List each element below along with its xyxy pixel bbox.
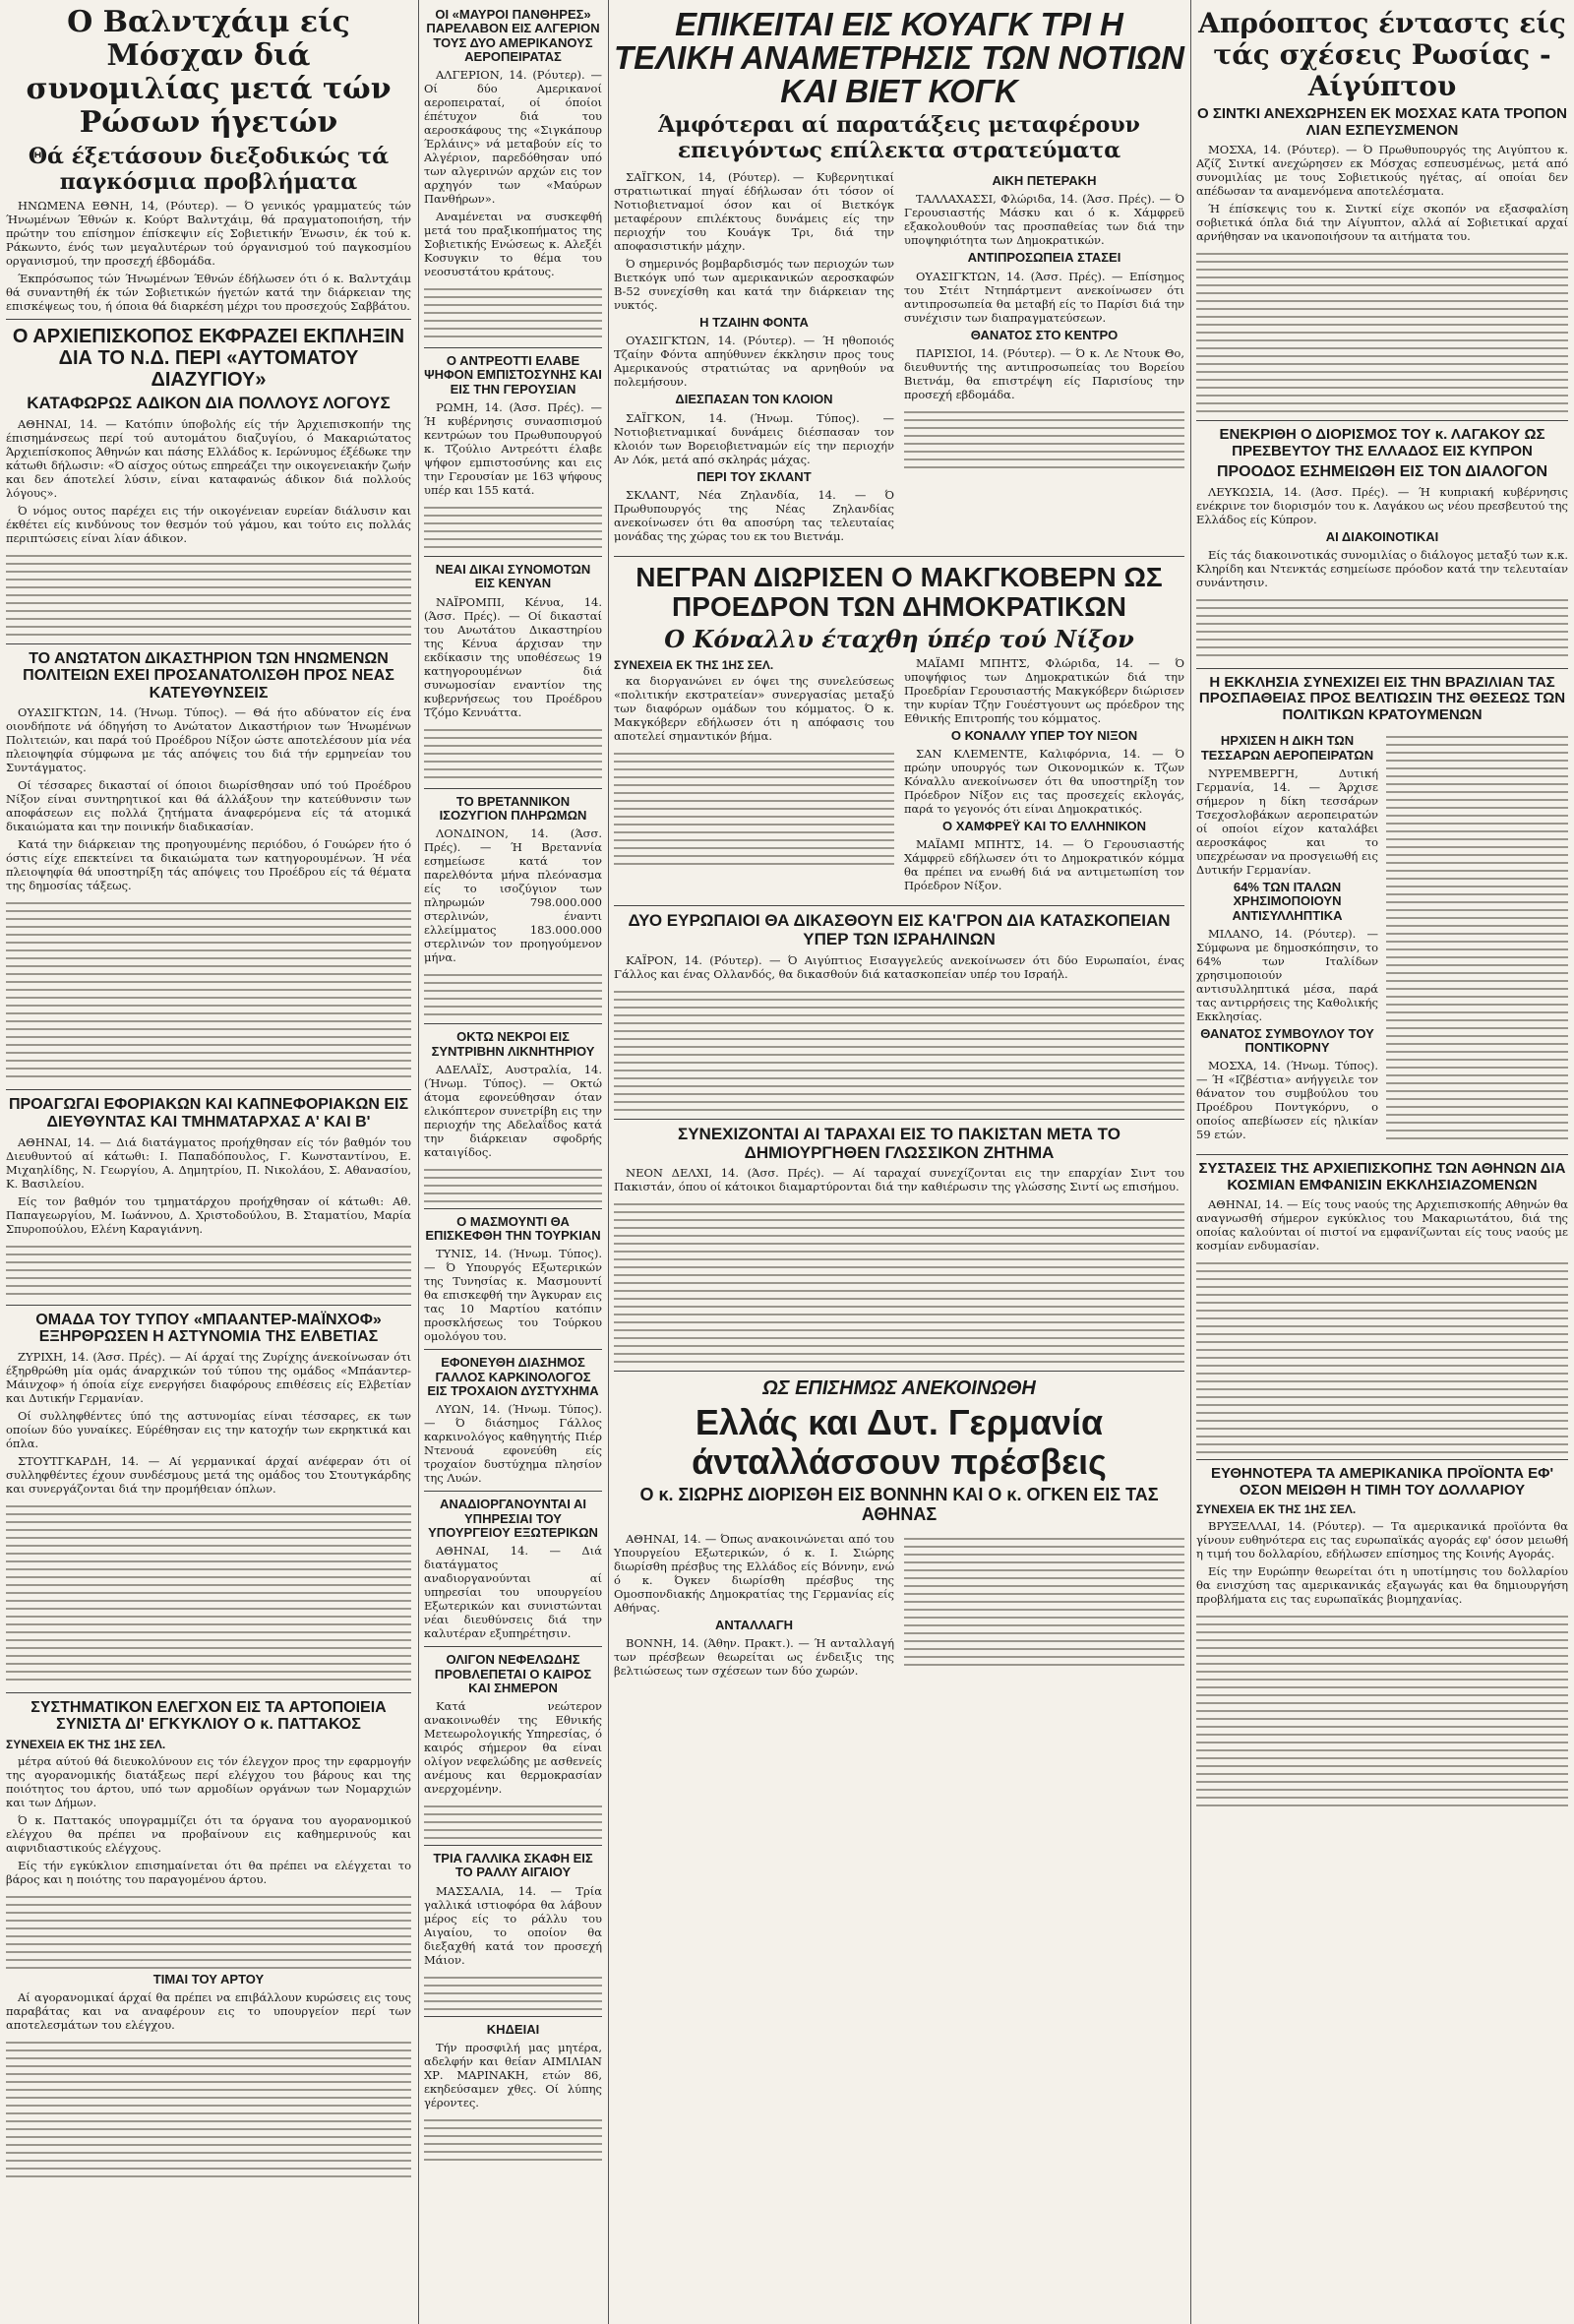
article-body: ΑΘΗΝΑΙ, 14. — Είς τους ναούς της Αρχιεπισκοπής Αθηνών θα αναγνωσθή σήμερον εγκύκλιος του Μακαριωτάτου, διά της οποίας καλούνται οί πιστοί να εμφανίζωνται είς τους ναούς με κοσμίαν ενδυμασίαν. [1196, 1197, 1568, 1254]
text-block [6, 549, 411, 638]
headline: Ο ΑΡΧΙΕΠΙΣΚΟΠΟΣ ΕΚΦΡΑΖΕΙ ΕΚΠΛΗΞΙΝ ΔΙΑ ΤΟ Ν.Δ. ΠΕΡΙ «ΑΥΤΟΜΑΤΟΥ ΔΙΑΖΥΓΙΟΥ» [12, 326, 405, 391]
article-columns [1196, 727, 1568, 1148]
subheadline: Άμφότεραι αί παρατάξεις μεταφέρουν επειγόντως επίλεκτα στρατεύματα [658, 112, 1140, 163]
article-body [904, 1532, 1184, 1682]
text-block [424, 2113, 602, 2163]
subheadline: Θά έξετάσουν διεξοδικώς τά παγκόσμια προβλήματα [28, 144, 390, 195]
headline: ΟΜΑΔΑ ΤΟΥ ΤΥΠΟΥ «ΜΠΑΑΝΤΕΡ-ΜΑΪΝΧΟΦ» ΕΞΗΡΘΡΩΣΕΝ Η ΑΣΤΥΝΟΜΙΑ ΤΗΣ ΕΛΒΕΤΙΑΣ [35, 1311, 382, 1346]
column-2 [424, 0, 602, 2163]
article-body: ΜΑΣΣΑΛΙΑ, 14. — Τρία γαλλικά ιστιοφόρα θα λάβουν μέρος είς το ράλλυ του Αιγαίου, το οποίον θα διεξαχθή κατά τον προσεχή Μάιον. [424, 1883, 602, 1967]
section-label: ΠΕΡΙ ΤΟΥ ΣΚΛΑΝΤ [696, 468, 812, 484]
article-body: ΗΝΩΜΕΝΑ ΕΘΝΗ, 14, (Ρόυτερ). — Ό γενικός γραμματεύς τών Ήνωμένων Έθνών κ. Κούρτ Βαλντχάιμ, θά πραγματοποιήση, τήν πρώτην του επίσημον έπίσκεψιν είς Σοβιετικήν Ένωσιν, έκ τού κ. Ράκωντο, ένός των μεγαλυτέρων τού όργανισμού τού παγκοσμίου οργανισμού, την προσεχή έβδομάδα. Έκπρόσωπος τών Ήνωμένων Έθνών έδήλωσεν ότι ό κ. Βαλντχάιμ θά συναντηθή έκ τών Σοβιετικών ήγετών κατά την διάρκειαν της επισκέψεως του, ή όποια θά διαρκέση μέχρι του προσεχούς Σαββάτου. [6, 199, 411, 313]
headline: ΤΟ ΑΝΩΤΑΤΟΝ ΔΙΚΑΣΤΗΡΙΟΝ ΤΩΝ ΗΝΩΜΕΝΩΝ ΠΟΛΙΤΕΙΩΝ ΕΧΕΙ ΠΡΟΣΑΝΑΤΟΛΙΣΘΗ ΠΡΟΣ ΝΕΑΣ ΚΑΤΕΥΘΥΝΣΕΙΣ [23, 649, 394, 702]
article-body: ΚΑΪΡΟΝ, 14. (Ρόυτερ). — Ό Αιγύπτιος Εισαγγελεύς ανεκοίνωσεν ότι δύο Ευρωπαίοι, ένας Γάλλος και ένας Ολλανδός, θα δικασθούν διά κατασκοπείαν υπέρ του Ισραήλ. [614, 952, 1184, 981]
subheadline: ΠΡΟΟΔΟΣ ΕΣΗΜΕΙΩΘΗ ΕΙΣ ΤΟΝ ΔΙΑΛΟΓΟΝ [1216, 463, 1548, 480]
article-body: ΡΩΜΗ, 14. (Άσσ. Πρές). — Ή κυβέρνησις συνασπισμού κεντρώων του Πρωθυπουργού κ. Τζούλιο Αντρεόττι έλαβε ψήφον εμπιστοσύνης και εις την Γερουσίαν με 163 ψήφους υπέρ και 155 κατά. [424, 400, 602, 498]
text-block [904, 405, 1184, 474]
headline: ΕΦΟΝΕΥΘΗ ΔΙΑΣΗΜΟΣ ΓΑΛΛΟΣ ΚΑΡΚΙΝΟΛΟΓΟΣ ΕΙΣ ΤΡΟΧΑΙΟΝ ΔΥΣΤΥΧΗΜΑ [427, 1355, 599, 1399]
section-label: ΑΝΤΑΛΛΑΓΗ [714, 1617, 794, 1632]
headline: Ελλάς και Δυτ. Γερμανία άνταλλάσσουν πρέσβεις [692, 1402, 1107, 1483]
continuation-label: ΣΥΝΕΧΕΙΑ ΕΚ ΤΗΣ 1ΗΣ ΣΕΛ. [1196, 1502, 1357, 1517]
subheadline: ΚΑΤΑΦΩΡΩΣ ΑΔΙΚΟΝ ΔΙΑ ΠΟΛΛΟΥΣ ΛΟΓΟΥΣ [27, 394, 391, 412]
article-columns [614, 167, 1184, 550]
section-label: 64% ΤΩΝ ΙΤΑΛΩΝ ΧΡΗΣΙΜΟΠΟΙΟΥΝ ΑΝΤΙΣΥΛΛΗΠΤΙΚΑ [1232, 879, 1343, 923]
article-body: μέτρα αύτού θά διευκολύνουν εις τόν έλεγχον προς την εφαρμογήν της αγορανομικής διατάξεως περί ελέγχου του βάρους και της ποιότητος του άρτου, υπό των αρμοδίων οργάνων των Νομαρχιών και των Δήμων. Ό κ. Παττακός υπογραμμίζει ότι τα όργανα του αγορανομικού ελέγχου θα πρέπει να προβαίνουν εις καθημερινούς και αιφνιδιαστικούς ελέγχους. Είς τήν εγκύκλιον επισημαίνεται ότι θα πρέπει να ελέγχεται το βάρος και η ποιότης του παραγομένου άρτου. [6, 1754, 411, 1887]
continuation-label: ΣΥΝΕΧΕΙΑ ΕΚ ΤΗΣ 1ΗΣ ΣΕΛ. [6, 1738, 166, 1752]
headline: ΑΝΑΔΙΟΡΓΑΝΟΥΝΤΑΙ ΑΙ ΥΠΗΡΕΣΙΑΙ ΤΟΥ ΥΠΟΥΡΓΕΙΟΥ ΕΞΩΤΕΡΙΚΩΝ [428, 1497, 598, 1540]
headline: ΤΡΙΑ ΓΑΛΛΙΚΑ ΣΚΑΦΗ ΕΙΣ ΤΟ ΡΑΛΛΥ ΑΙΓΑΙΟΥ [433, 1851, 593, 1880]
headline: Ο Βαλντχάιμ είς Μόσχαν διά συνομιλίας μετά τών Ρώσων ήγετών [26, 5, 392, 140]
section-label: ΑΙΚΗ ΠΕΤΕΡΑΚΗ [992, 173, 1097, 188]
text-block [614, 985, 1184, 1113]
article-body: ΛΟΝΔΙΝΟΝ, 14. (Άσσ. Πρές). — Ή Βρεταννία εσημείωσε κατά τον παρελθόντα μήνα πλεόνασμα είς το ισοζύγιον των πληρωμών 798.000.000 στερλινών, έναντι ελλείμματος 183.000.000 στερλινών τον προηγούμενον μήνα. [424, 826, 602, 965]
article-body: ΗΡΧΙΣΕΝ Η ΔΙΚΗ ΤΩΝ ΤΕΣΣΑΡΩΝ ΑΕΡΟΠΕΙΡΑΤΩΝ ΝΥΡΕΜΒΕΡΓΗ, Δυτική Γερμανία, 14. — Άρχισε σήμερον η δίκη τεσσάρων Τσεχοσλοβάκων αεροπειρατών οί οποίοι είχον καταλάβει αεροσκάφος και το υπεχρέωσαν να προσγειωθή εις Δυτικήν Γερμανίαν. 64% ΤΩΝ ΙΤΑΛΩΝ ΧΡΗΣΙΜΟΠΟΙΟΥΝ ΑΝΤΙΣΥΛΛΗΠΤΙΚΑ ΜΙΛΑΝΟ, 14. (Ρόυτερ). — Σύμφωνα με δημοσκόπησιν, το 64% των Ιταλίδων χρησιμοποιούν αντισυλληπτικά μέσα, παρά τας αντιρρήσεις της Καθολικής Εκκλησίας. ΘΑΝΑΤΟΣ ΣΥΜΒΟΥΛΟΥ ΤΟΥ ΠΟΝΤΙΚΟΡΝΥ ΜΟΣΧΑ, 14. (Ήνωμ. Τύπος). — Ή «Ιζβέστια» ανήγγειλε τον θάνατον του συμβούλου του Προέδρου Ποντγκόρνυ, ο οποίος απεβίωσεν είς ηλικίαν 59 ετών. [1196, 733, 1378, 1142]
text-block [6, 2036, 411, 2183]
headline: ΝΕΓΡΑΝ ΔΙΩΡΙΣΕΝ Ο ΜΑΚΓΚΟΒΕΡΝ ΩΣ ΠΡΟΕΔΡΟΝ ΤΩΝ ΔΗΜΟΚΡΑΤΙΚΩΝ [636, 561, 1163, 622]
article-columns [614, 1529, 1184, 1684]
lead-headline: ΕΠΙΚΕΙΤΑΙ ΕΙΣ ΚΟΥΑΓΚ ΤΡΙ Η ΤΕΛΙΚΗ ΑΝΑΜΕΤΡΗΣΙΣ ΤΩΝ ΝΟΤΙΩΝ ΚΑΙ ΒΙΕΤ ΚΟΓΚ [614, 6, 1184, 109]
headline: ΕΥΘΗΝΟΤΕΡΑ ΤΑ ΑΜΕΡΙΚΑΝΙΚΑ ΠΡΟΪΟΝΤΑ ΕΦ' ΟΣΟΝ ΜΕΙΩΘΗ Η ΤΙΜΗ ΤΟΥ ΔΟΛΛΑΡΙΟΥ [1210, 1465, 1554, 1498]
headline: ΕΝΕΚΡΙΘΗ Ο ΔΙΟΡΙΣΜΟΣ ΤΟΥ κ. ΛΑΓΑΚΟΥ ΩΣ ΠΡΕΣΒΕΥΤΟΥ ΤΗΣ ΕΛΛΑΔΟΣ ΕΙΣ ΚΥΠΡΟΝ [1219, 426, 1545, 459]
text-block [424, 723, 602, 782]
article-body: ΜΑΪΑΜΙ ΜΠΗΤΣ, Φλώριδα, 14. — Ό υποψήφιος των Δημοκρατικών διά την Προεδρίαν Γερουσιαστής Μακγκόβερν διώρισεν την κυρίαν Τζην Γουέστγουντ ως πρόεδρον της Εθνικής Επιτροπής του κόμματος. Ο ΚΟΝΑΛΛΥ ΥΠΕΡ ΤΟΥ ΝΙΞΟΝ ΣΑΝ ΚΛΕΜΕΝΤΕ, Καλιφόρνια, 14. — Ό πρώην υπουργός των Οικονομικών κ. Τζων Κόναλλυ ανεκοίνωσεν ότι θα υποστηρίξη τον Πρόεδρον Νίξον εις τας προσεχείς εκλογάς, παρά το γεγονός ότι είναι Δημοκρατικός. Ο ΧΑΜΦΡΕΫ ΚΑΙ ΤΟ ΕΛΛΗΝΙΚΟΝ ΜΑΪΑΜΙ ΜΠΗΤΣ, 14. — Ό Γερουσιαστής Χάμφρεϋ εδήλωσεν ότι το Δημοκρατικόν κόμμα θα πρέπει να ενωθή διά να αντιμετωπίση τον Πρόεδρον Νίξον. [904, 655, 1184, 893]
continuation-label: ΣΥΝΕΧΕΙΑ ΕΚ ΤΗΣ 1ΗΣ ΣΕΛ. [614, 657, 774, 672]
article-columns [614, 653, 1184, 900]
text-block [6, 1890, 411, 1969]
headline: ΝΕΑΙ ΔΙΚΑΙ ΣΥΝΟΜΟΤΩΝ ΕΙΣ ΚΕΝΥΑΝ [435, 562, 591, 591]
text-block [1386, 730, 1568, 1143]
headline: ΚΗΔΕΙΑΙ [486, 2021, 540, 2037]
headline: ΟΛΙΓΟΝ ΝΕΦΕΛΩΔΗΣ ΠΡΟΒΛΕΠΕΤΑΙ Ο ΚΑΙΡΟΣ ΚΑΙ ΣΗΜΕΡΟΝ [434, 1652, 592, 1695]
text-block [614, 1197, 1184, 1365]
text-block [424, 1800, 602, 1839]
headline: ΔΥΟ ΕΥΡΩΠΑΙΟΙ ΘΑ ΔΙΚΑΣΘΟΥΝ ΕΙΣ ΚΑ'ΓΡΟΝ ΔΙΑ ΚΑΤΑΣΚΟΠΕΙΑΝ ΥΠΕΡ ΤΩΝ ΙΣΡΑΗΛΙΝΩΝ [628, 911, 1171, 949]
section-label: ΗΡΧΙΣΕΝ Η ΔΙΚΗ ΤΩΝ ΤΕΣΣΑΡΩΝ ΑΕΡΟΠΕΙΡΑΤΩΝ [1200, 733, 1374, 763]
headline: ΤΟ ΒΡΕΤΑΝΝΙΚΟΝ ΙΣΟΖΥΓΙΟΝ ΠΛΗΡΩΜΩΝ [439, 793, 587, 823]
section-label: ΤΙΜΑΙ ΤΟΥ ΑΡΤΟΥ [152, 1972, 265, 1988]
article-body: Αί αγορανομικαί άρχαί θα πρέπει να επιβάλλουν κυρώσεις εις τους παραβάτας και να αναφέρουν εις το υπουργείον περί των αποτελεσμάτων του ελέγχου. [6, 1990, 411, 2033]
headline: Η ΕΚΚΛΗΣΙΑ ΣΥΝΕΧΙΖΕΙ ΕΙΣ ΤΗΝ ΒΡΑΖΙΛΙΑΝ ΤΑΣ ΠΡΟΣΠΑΘΕΙΑΣ ΠΡΟΣ ΒΕΛΤΙΩΣΙΝ ΤΗΣ ΘΕΣΕΩΣ ΤΩΝ ΠΟΛΙΤΙΚΩΝ ΚΡΑΤΟΥΜΕΝΩΝ [1198, 673, 1566, 723]
text-block [1196, 593, 1568, 662]
headline: ΣΥΣΤΗΜΑΤΙΚΟΝ ΕΛΕΓΧΟΝ ΕΙΣ ΤΑ ΑΡΤΟΠΟΙΕΙΑ ΣΥΝΙΣΤΑ ΔΙ' ΕΓΚΥΚΛΙΟΥ Ο κ. ΠΑΤΤΑΚΟΣ [30, 1698, 387, 1734]
section-label: ΘΑΝΑΤΟΣ ΣΥΜΒΟΥΛΟΥ ΤΟΥ ΠΟΝΤΙΚΟΡΝΥ [1200, 1025, 1374, 1056]
subheadline: Ο Κόναλλυ έταχθη ύπέρ τού Νίξον [664, 624, 1134, 653]
section-label: Η ΤΖΑΙΗΝ ΦΟΝΤΑ [699, 315, 809, 330]
headline: Απρόοπτος ένταστς είς τάς σχέσεις Ρωσίας - Αίγύπτου [1198, 7, 1566, 102]
headline: Ο ΑΝΤΡΕΟΤΤΙ ΕΛΑΒΕ ΨΗΦΟΝ ΕΜΠΙΣΤΟΣΥΝΗΣ ΚΑΙ ΕΙΣ ΤΗΝ ΓΕΡΟΥΣΙΑΝ [424, 353, 602, 397]
headline: ΠΡΟΑΓΩΓΑΙ ΕΦΟΡΙΑΚΩΝ ΚΑΙ ΚΑΠΝΕΦΟΡΙΑΚΩΝ ΕΙΣ ΔΙΕΥΘΥΝΤΑΣ ΚΑΙ ΤΜΗΜΑΤΑΡΧΑΣ Α' ΚΑΙ Β' [8, 1096, 409, 1131]
section-label: ΑΙ ΔΙΑΚΟΙΝΟΤΙΚΑΙ [1325, 528, 1439, 544]
article-body: ΣΥΝΕΧΕΙΑ ΕΚ ΤΗΣ 1ΗΣ ΣΕΛ. κα διοργανώνει εν όψει της συνελεύσεως «πολιτικήν εκστρατείαν» συνεργασίας μεταξύ των διαφόρων ομάδων του κόμματος. Ό κ. Μακγκόβερν εδήλωσεν ότι η απόφασις του αποτελεί σημαντικόν βήμα. [614, 656, 894, 897]
article-body: ΜΟΣΧΑ, 14. (Ρόυτερ). — Ό Πρωθυπουργός της Αιγύπτου κ. Αζίζ Σιντκί ανεχώρησεν εκ Μόσχας εσπευσμένως, μετά από συνομιλίας με τους Σοβιετικούς ηγέτας, αί οποίαι δεν απέδωσαν τα αναμενόμενα αποτελέσματα. Ή έπίσκεψις του κ. Σιντκί είχε σκοπόν να εξασφαλίση σοβιετικά όπλα διά την Αίγυπτον, αλλά αί Σοβιετικαί αρχαί αρνήθησαν να ικανοποιήσουν τα αιτήματα του. [1196, 143, 1568, 243]
text-block [6, 1499, 411, 1686]
article-body: ΑΘΗΝΑΙ, 14. — Όπως ανακοινώνεται από του Υπουργείου Εξωτερικών, ό κ. Ι. Σιώρης διωρίσθη πρέσβυς της Ελλάδος είς Βόννην, ενώ ό κ. Όγκεν διωρίσθη πρέσβυς της Ομοσπονδιακής Δημοκρατίας της Γερμανίας είς Αθήνας. ΑΝΤΑΛΛΑΓΗ ΒΟΝΝΗ, 14. (Άθην. Πρακτ.). — Ή ανταλλαγή των πρέσβεων θεωρείται ως ένδειξις της βελτιώσεως των σχέσεων των δύο χωρών. [614, 1531, 894, 1679]
article-body: ΒΡΥΞΕΛΛΑΙ, 14. (Ρόυτερ). — Τα αμερικανικά προϊόντα θα γίνουν ευθηνότερα εις τας ευρωπαϊκάς αγοράς εφ' όσον μειωθή η τιμή του δολλαρίου, εδήλωσεν επίσημος της Κοινής Αγοράς. Είς την Ευρώπην θεωρείται ότι η υποτίμησις του δολλαρίου θα ενισχύση τας αμερικανικάς εξαγωγάς και θα δημιουργήση προβλήματα εις τας ευρωπαϊκάς βιομηχανίας. [1196, 1519, 1568, 1607]
article-body [1386, 730, 1568, 1145]
text-block [6, 896, 411, 1083]
text-block [424, 1163, 602, 1202]
column-3 [614, 0, 1184, 1684]
text-block [424, 282, 602, 341]
headline: ΩΣ ΕΠΙΣΗΜΩΣ ΑΝΕΚΟΙΝΩΘΗ [762, 1377, 1036, 1400]
text-block [1196, 247, 1568, 414]
headline: Ο ΜΑΣΜΟΥΝΤΙ ΘΑ ΕΠΙΣΚΕΦΘΗ ΤΗΝ ΤΟΥΡΚΙΑΝ [425, 1213, 601, 1244]
column-rule [418, 0, 419, 2324]
article-body: ΖΥΡΙΧΗ, 14. (Άσσ. Πρές). — Αί άρχαί της Ζυρίχης άνεκοίνωσαν ότι έξηρθρώθη μία ομάς άναρχικών τού τύπου της ομάδος «Μπάαντερ-Μάινχοφ» ή όποία είχε ενεργήσει διαφόρους επιθέσεις είς Ελβετίαν και Δυτικήν Γερμανίαν. Οί συλληφθέντες ύπό της αστυνομίας είναι τέσσαρες, εκ των οποίων δύο γυναίκες. Εύρέθησαν εις την κατοχήν των εκρηκτικά και όπλα. ΣΤΟΥΤΓΚΑΡΔΗ, 14. — Αί γερμανικαί άρχαί ανέφεραν ότι οί συλληφθέντες έχουν συνδέσμους μετά της ομάδος του Στουτγκάρδης και συνεργάζονται διά την προμήθειαν όπλων. [6, 1349, 411, 1496]
section-label: ΔΙΕΣΠΑΣΑΝ ΤΟΝ ΚΛΟΙΟΝ [675, 392, 833, 407]
article-body: ΑΘΗΝΑΙ, 14. — Διά διατάγματος αναδιοργανούνται αί υπηρεσίαι του υπουργείου Εξωτερικών και συνιστώνται νέαι διευθύνσεις διά την καλυτέραν εξυπηρέτησιν. [424, 1544, 602, 1641]
text-block [1196, 1610, 1568, 1806]
article-body: Κατά νεώτερον ανακοινωθέν της Εθνικής Μετεωρολογικής Υπηρεσίας, ό καιρός σήμερον θα είναι ολίγον νεφελώδης με ασθενείς ανέμους και θερμοκρασίαν ανερχομένην. [424, 1699, 602, 1797]
article-body: ΑΘΗΝΑΙ, 14. — Κατόπιν ύποβολής είς τήν Άρχιεπισκοπήν της έπισημάνσεως περί τού αυτομάτου διαζυγίου, ό Μακαριώτατος Άρχιεπίσκοπος Άθηνών και πάσης Ελλάδος κ. Ιερώνυμος έξέδωκε την κάτωθι δήλωσιν: «Ό αίσχος ούτως επηρεάζει την οικογενειακήν ζωήν και δεν άποτελεί λύσιν, είναι καταφανώς άδικον διά πολλούς λόγους». Ό νόμος ουτος παρέχει εις τήν οικογένειαν ευρείαν διάλυσιν και έκθέτει είς κινδύνους τον θεσμόν τού γάμου, και τούτο εις πολλάς περιπτώσεις είναι λίαν άδικον. [6, 416, 411, 545]
text-block [6, 1240, 411, 1299]
column-rule [1190, 0, 1191, 2324]
section-label: ΘΑΝΑΤΟΣ ΣΤΟ ΚΕΝΤΡΟ [970, 327, 1119, 342]
column-1 [6, 0, 411, 2183]
text-block [424, 1971, 602, 2010]
article-body: ΑΔΕΛΑΪΣ, Αυστραλία, 14. (Ήνωμ. Τύπος). — Οκτώ άτομα εφονεύθησαν όταν ελικόπτερον συνετρίβη εις την περιοχήν της Αδελαΐδος κατά την διάρκειαν σφοδρής καταιγίδος. [424, 1062, 602, 1159]
article-body: ΝΑΪΡΟΜΠΙ, Κένυα, 14. (Άσσ. Πρές). — Οί δικασταί του Ανωτάτου Δικαστηρίου της Κένυα άρχισαν την εκδίκασιν της υποθέσεως 19 κατηγορουμένων διά συνωμοσίαν εναντίον της κυβερνήσεως του Προέδρου Τζόμο Κενυάττα. [424, 594, 602, 719]
article-body: ΝΕΟΝ ΔΕΛΧΙ, 14. (Άσσ. Πρές). — Αί ταραχαί συνεχίζονται εις την επαρχίαν Σιντ του Πακιστάν, όπου οί κάτοικοι διαμαρτύρονται διά την καθιέρωσιν της γλώσσης Σιντί ως επισήμου. [614, 1166, 1184, 1194]
text-block [424, 968, 602, 1017]
article-body: ΤΥΝΙΣ, 14. (Ήνωμ. Τύπος). — Ό Υπουργός Εξωτερικών της Τυνησίας κ. Μασμουντί θα επισκεφθή την Άγκυραν εις τας 10 Μαρτίου κατόπιν προσκλήσεως του Τούρκου ομολόγου του. [424, 1247, 602, 1344]
section-label: Ο ΚΟΝΑΛΛΥ ΥΠΕΡ ΤΟΥ ΝΙΞΟΝ [950, 727, 1138, 743]
headline: ΟΚΤΩ ΝΕΚΡΟΙ ΕΙΣ ΣΥΝΤΡΙΒΗΝ ΛΙΚΝΗΤΗΡΙΟΥ [431, 1029, 595, 1059]
text-block [424, 501, 602, 550]
subheadline: Ο κ. ΣΙΩΡΗΣ ΔΙΟΡΙΣΘΗ ΕΙΣ ΒΟΝΝΗΝ ΚΑΙ Ο κ. ΟΓΚΕΝ ΕΙΣ ΤΑΣ ΑΘΗΝΑΣ [639, 1485, 1159, 1525]
article-body: ΣΑΪΓΚΟΝ, 14, (Ρόυτερ). — Κυβερνητικαί στρατιωτικαί πηγαί έδήλωσαν ότι τόσον οί Νοτιοβιετναμοί όσον και οί Βιετκόγκ μεταφέρουν επιλέκτους δυνάμεις είς την περιοχήν του Κουάγκ Τρι, διά την αποφασιστικήν μάχην. Ό σημερινός βομβαρδισμός των περιοχών των Βιετκόγκ υπό των αμερικανικών αεροσκαφών Β-52 συνεχίσθη και κατά την διάρκειαν της νυκτός. Η ΤΖΑΙΗΝ ΦΟΝΤΑ ΟΥΑΣΙΓΚΤΩΝ, 14. (Ρόυτερ). — Ή ηθοποιός Τζαίην Φόντα απηύθυνεν έκκλησιν προς τους Αμερικανούς στρατιώτας να αρνηθούν να πολεμήσουν. ΔΙΕΣΠΑΣΑΝ ΤΟΝ ΚΛΟΙΟΝ ΣΑΪΓΚΟΝ, 14. (Ήνωμ. Τύπος). — Νοτιοβιετναμικαί δυνάμεις διέσπασαν τον κλοιόν των Βορειοβιετναμών είς την περιοχήν Αν Λόκ, μετά από σκληράς μάχας. ΠΕΡΙ ΤΟΥ ΣΚΛΑΝΤ ΣΚΛΑΝΤ, Νέα Ζηλανδία, 14. — Ό Πρωθυπουργός της Νέας Ζηλανδίας ανεκοίνωσεν ότι θα αποσύρη τας τελευταίας μονάδας της χώρας του εκ του Βιετνάμ. [614, 170, 894, 543]
article-body: ΛΥΩΝ, 14. (Ήνωμ. Τύπος). — Ό διάσημος Γάλλος καρκινολόγος καθηγητής Πιέρ Ντενουά εφονεύθη είς τροχαίον δυστύχημα πλησίον της Λυών. [424, 1402, 602, 1486]
text-block [614, 747, 894, 865]
text-block [1196, 1256, 1568, 1453]
article-body: ΟΥΑΣΙΓΚΤΩΝ, 14. (Ήνωμ. Τύπος). — Θά ήτο αδύνατον είς ένα οιονδήποτε νά όδηγήση το Ανώτατον Δικαστήριον των Ήνωμένων Πολιτειών, και παρά τού Προέδρου Νίξον ώστε αποτελέσουν μία νέα πλειοψηφία σύμφωνα με τάς απόψεις του διά τήν ερμηνείαν του Συντάγματος. Οί τέσσαρες δικασταί οί όποιοι διωρίσθησαν υπό τού Προέδρου Νίξον είναι συντηρητικοί και θά άλλάξουν την κατεύθυνσιν των αποφάσεων εις πολλά ζητήματα άναφερόμενα είς τά ατομικά δικαιώματα και την ποινικήν διαδικασίαν. Κατά την διάρκειαν της προηγουμένης περιόδου, ό Γουώρεν ήτο ό όστις είχε επεκτείνει τα δικαιώματα των κατηγορουμένων. Ή νέα πλειοψηφία θά υποστηρίξη τάς απόψεις του Προέδρου είς τά θέματα της δημοσίας τάξεως. [6, 705, 411, 893]
column-rule [608, 0, 609, 2324]
column-4 [1196, 0, 1568, 1806]
article-body: ΛΕΥΚΩΣΙΑ, 14. (Άσσ. Πρές). — Ή κυπριακή κυβέρνησις ενέκρινε τον διορισμόν του κ. Λαγάκου ως νέου πρεσβευτού της Ελλάδος είς Κύπρον. ΑΙ ΔΙΑΚΟΙΝΟΤΙΚΑΙ Είς τάς διακοινοτικάς συνομιλίας ο διάλογος μεταξύ των κ.κ. Κληρίδη και Ντενκτάς εσημείωσε πρόοδον κατά την τελευταίαν συνάντησιν. [1196, 484, 1568, 589]
article-body: ΑΙΚΗ ΠΕΤΕΡΑΚΗ ΤΑΛΛΑΧΑΣΣΙ, Φλώριδα, 14. (Άσσ. Πρές). — Ό Γερουσιαστής Μάσκυ και ό κ. Χάμφρεϋ εξακολουθούν τας προσπαθείας των διά την υποψηφιότητα των Δημοκρατικών. ΑΝΤΙΠΡΟΣΩΠΕΙΑ ΣΤΑΣΕΙ ΟΥΑΣΙΓΚΤΩΝ, 14. (Άσσ. Πρές). — Επίσημος του Στέιτ Ντηπάρτμεντ ανεκοίνωσεν ότι αντιπροσωπεία θα μεταβή είς το Παρίσι διά την συνέχισιν των διαπραγματεύσεων. ΘΑΝΑΤΟΣ ΣΤΟ ΚΕΝΤΡΟ ΠΑΡΙΣΙΟΙ, 14. (Ρόυτερ). — Ό κ. Λε Ντουκ Θο, διευθυντής της αντιπροσωπείας του Βορείου Βιετνάμ, θα επιστρέψη είς Παρισίους την προσεχή εβδομάδα. [904, 170, 1184, 547]
headline: ΟΙ «ΜΑΥΡΟΙ ΠΑΝΘΗΡΕΣ» ΠΑΡΕΛΑΒΟΝ ΕΙΣ ΑΛΓΕΡΙΟΝ ΤΟΥΣ ΔΥΟ ΑΜΕΡΙΚΑΝΟΥΣ ΑΕΡΟΠΕΙΡΑΤΑΣ [426, 7, 600, 64]
article-body: ΑΘΗΝΑΙ, 14. — Διά διατάγματος προήχθησαν είς τόν βαθμόν του Διευθυντού αί κάτωθι: Ι. Παπαδόπουλος, Γ. Κωνσταντίνου, Ε. Μιχαηλίδης, Ν. Γεωργίου, Α. Δημητρίου, Π. Νικολάου, Σ. Αθανασίου, Κ. Βασιλείου. Είς τον βαθμόν του τμηματάρχου προήχθησαν οί κάτωθι: Αθ. Παπαγεωργίου, Μ. Ιωάννου, Δ. Χριστοδούλου, Β. Σταματίου, Μαρία Σπυροπούλου, Ελένη Καραγιάννη. [6, 1134, 411, 1236]
headline: ΣΥΣΤΑΣΕΙΣ ΤΗΣ ΑΡΧΙΕΠΙΣΚΟΠΗΣ ΤΩΝ ΑΘΗΝΩΝ ΔΙΑ ΚΟΣΜΙΑΝ ΕΜΦΑΝΙΣΙΝ ΕΚΚΛΗΣΙΑΖΟΜΕΝΩΝ [1198, 1160, 1566, 1193]
section-label: ΑΝΤΙΠΡΟΣΩΠΕΙΑ ΣΤΑΣΕΙ [967, 250, 1121, 266]
text-block [904, 1532, 1184, 1670]
section-label: Ο ΧΑΜΦΡΕΫ ΚΑΙ ΤΟ ΕΛΛΗΝΙΚΟΝ [941, 819, 1147, 834]
headline: ΣΥΝΕΧΙΖΟΝΤΑΙ ΑΙ ΤΑΡΑΧΑΙ ΕΙΣ ΤΟ ΠΑΚΙΣΤΑΝ ΜΕΤΑ ΤΟ ΔΗΜΙΟΥΡΓΗΘΕΝ ΓΛΩΣΣΙΚΟΝ ΖΗΤΗΜΑ [678, 1124, 1120, 1162]
obituary: Τήν προσφιλή μας μητέρα, αδελφήν και θείαν ΑΙΜΙΛΙΑΝ ΧΡ. ΜΑΡΙΝΑΚΗ, ετών 86, εκηδεύσαμεν χθες. Οί λύπης γέροντες. [424, 2041, 602, 2110]
subheadline: Ο ΣΙΝΤΚΙ ΑΝΕΧΩΡΗΣΕΝ ΕΚ ΜΟΣΧΑΣ ΚΑΤΑ ΤΡΟΠΟΝ ΛΙΑΝ ΕΣΠΕΥΣΜΕΝΟΝ [1197, 105, 1567, 139]
article-body: ΑΛΓΕΡΙΟΝ, 14. (Ρόυτερ). — Οί δύο Αμερικανοί αεροπειραταί, οί όποίοι έπέτυχον διά του αεροσκάφους της «Σιγκάπουρ Έρλάινς» νά μεταβούν είς το Αλγέριον, παρεδόθησαν υπό των αλγερινών αρχών εις τον αρχηγόν των «Μαύρων Πανθήρων». Αναμένεται να συσκεφθή μετά του πραξικοπήματος της Σοβιετικής Ενώσεως κ. Αλεξέι Κοσυγκιν το θέμα του νεοσυστάτου κράτους. [424, 68, 602, 279]
